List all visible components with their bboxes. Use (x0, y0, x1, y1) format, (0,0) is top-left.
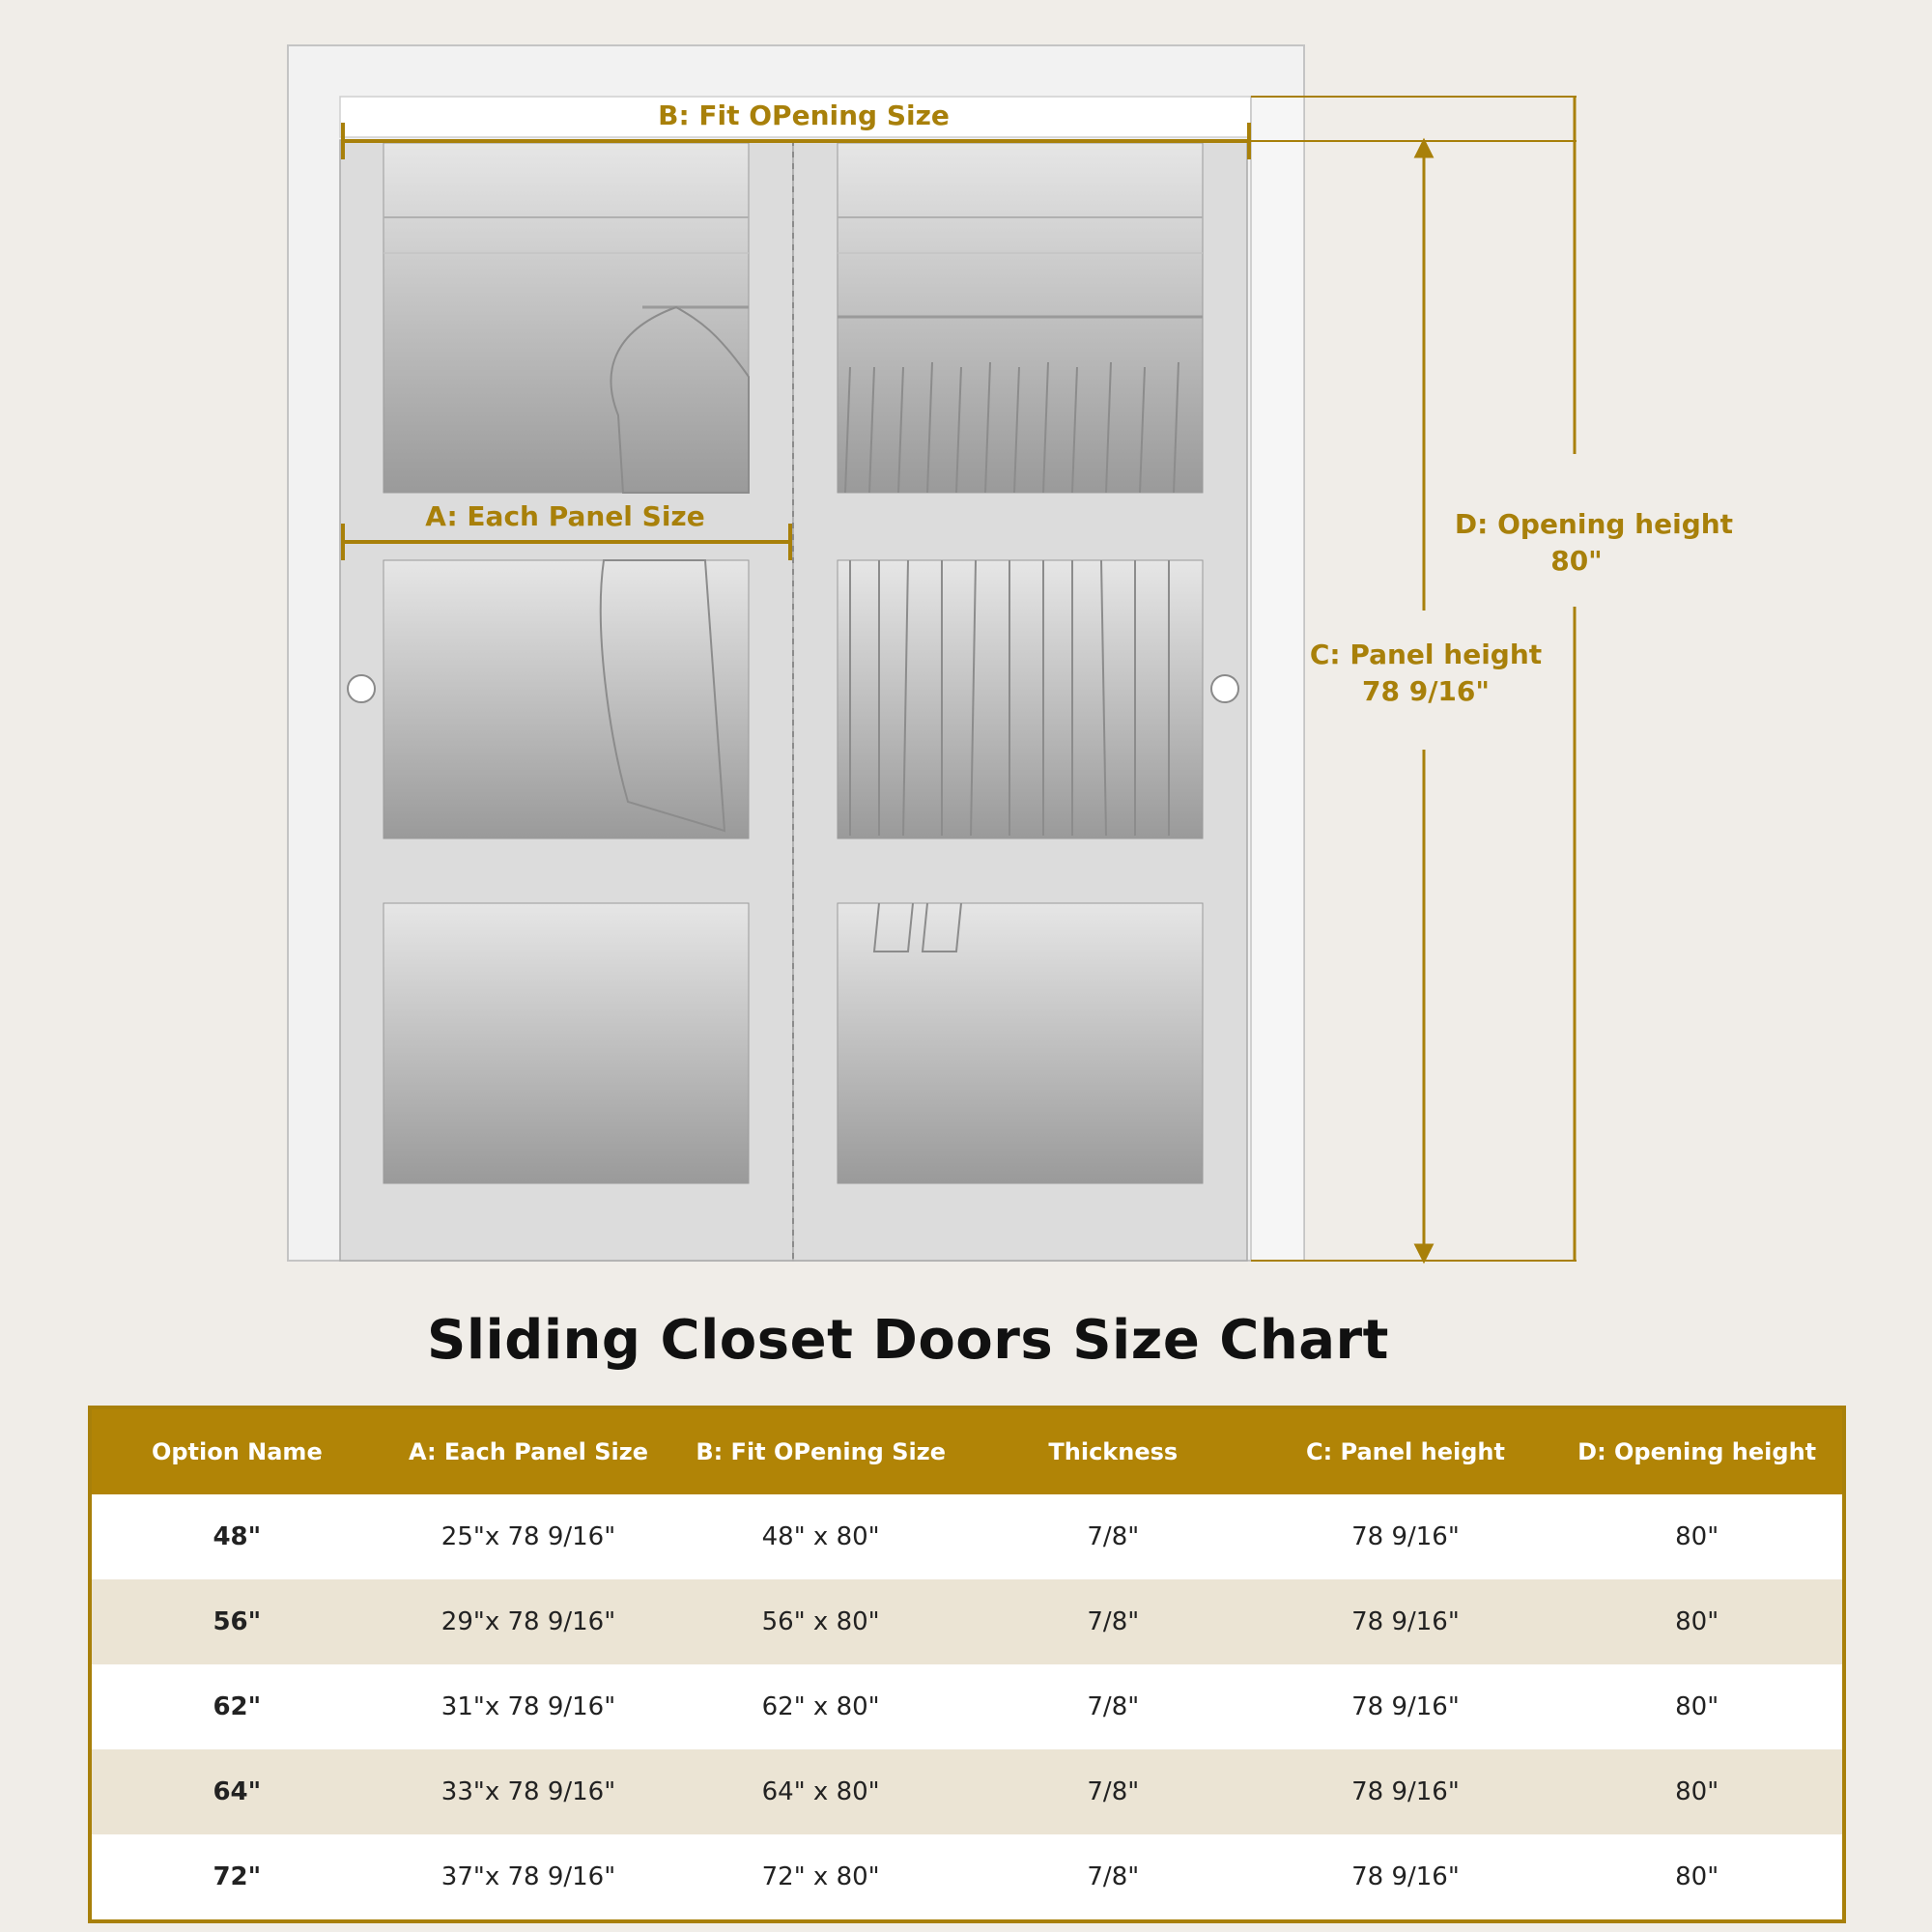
table-cell: 48" x 80" (674, 1494, 967, 1579)
dimension-d-value: 80" (1550, 545, 1603, 577)
glass-pane (838, 560, 1203, 838)
table-cell: 78 9/16" (1260, 1834, 1552, 1921)
column-header: A: Each Panel Size (383, 1407, 675, 1494)
table-cell: 7/8" (967, 1834, 1260, 1921)
chart-title: Sliding Closet Doors Size Chart (427, 1309, 1389, 1372)
left-door-panel (340, 140, 793, 1261)
table-cell: 72" x 80" (674, 1834, 967, 1921)
table-cell: 31"x 78 9/16" (383, 1664, 675, 1749)
right-door-panel (793, 140, 1247, 1261)
column-header: Thickness (967, 1407, 1260, 1494)
table-row (90, 1834, 1844, 1921)
door-pull-icon (1211, 675, 1238, 702)
table-cell: 80" (1551, 1494, 1844, 1579)
table-cell: 80" (1551, 1834, 1844, 1921)
column-header: D: Opening height (1551, 1407, 1844, 1494)
table-cell: 64" x 80" (674, 1749, 967, 1834)
dimension-a-label: A: Each Panel Size (425, 500, 705, 532)
door-pull-icon (348, 675, 375, 702)
table-cell: 78 9/16" (1260, 1749, 1552, 1834)
table-cell: 48" (90, 1494, 383, 1579)
glass-pane (838, 903, 1203, 1183)
table-row (90, 1494, 1844, 1579)
table-cell: 80" (1551, 1749, 1844, 1834)
table-cell: 56" x 80" (674, 1579, 967, 1664)
size-chart-table (88, 1406, 1846, 1923)
table-cell: 25"x 78 9/16" (383, 1494, 675, 1579)
table-row (90, 1749, 1844, 1834)
table-cell: 7/8" (967, 1494, 1260, 1579)
table-cell: 78 9/16" (1260, 1494, 1552, 1579)
dimension-c-title: C: Panel height (1309, 639, 1543, 670)
column-header: C: Panel height (1260, 1407, 1552, 1494)
column-header: Option Name (90, 1407, 383, 1494)
dimension-c-value: 78 9/16" (1362, 675, 1490, 707)
dimension-d-title: D: Opening height (1454, 508, 1734, 540)
table-cell: 7/8" (967, 1749, 1260, 1834)
table-cell: 62" x 80" (674, 1664, 967, 1749)
table-cell: 64" (90, 1749, 383, 1834)
glass-pane (384, 560, 749, 838)
table-cell: 62" (90, 1664, 383, 1749)
table-cell: 72" (90, 1834, 383, 1921)
table-cell: 80" (1551, 1579, 1844, 1664)
dimension-b-label: B: Fit OPening Size (658, 99, 950, 131)
table-row (90, 1664, 1844, 1749)
right-jamb (1251, 97, 1304, 1261)
table-cell: 80" (1551, 1664, 1844, 1749)
table-cell: 37"x 78 9/16" (383, 1834, 675, 1921)
table-cell: 7/8" (967, 1664, 1260, 1749)
table-row (90, 1579, 1844, 1664)
glass-pane (384, 903, 749, 1183)
column-header: B: Fit OPening Size (674, 1407, 967, 1494)
table-cell: 78 9/16" (1260, 1579, 1552, 1664)
table-cell: 78 9/16" (1260, 1664, 1552, 1749)
table-cell: 7/8" (967, 1579, 1260, 1664)
table-cell: 33"x 78 9/16" (383, 1749, 675, 1834)
table-header-row (90, 1407, 1844, 1494)
table-cell: 56" (90, 1579, 383, 1664)
table-cell: 29"x 78 9/16" (383, 1579, 675, 1664)
